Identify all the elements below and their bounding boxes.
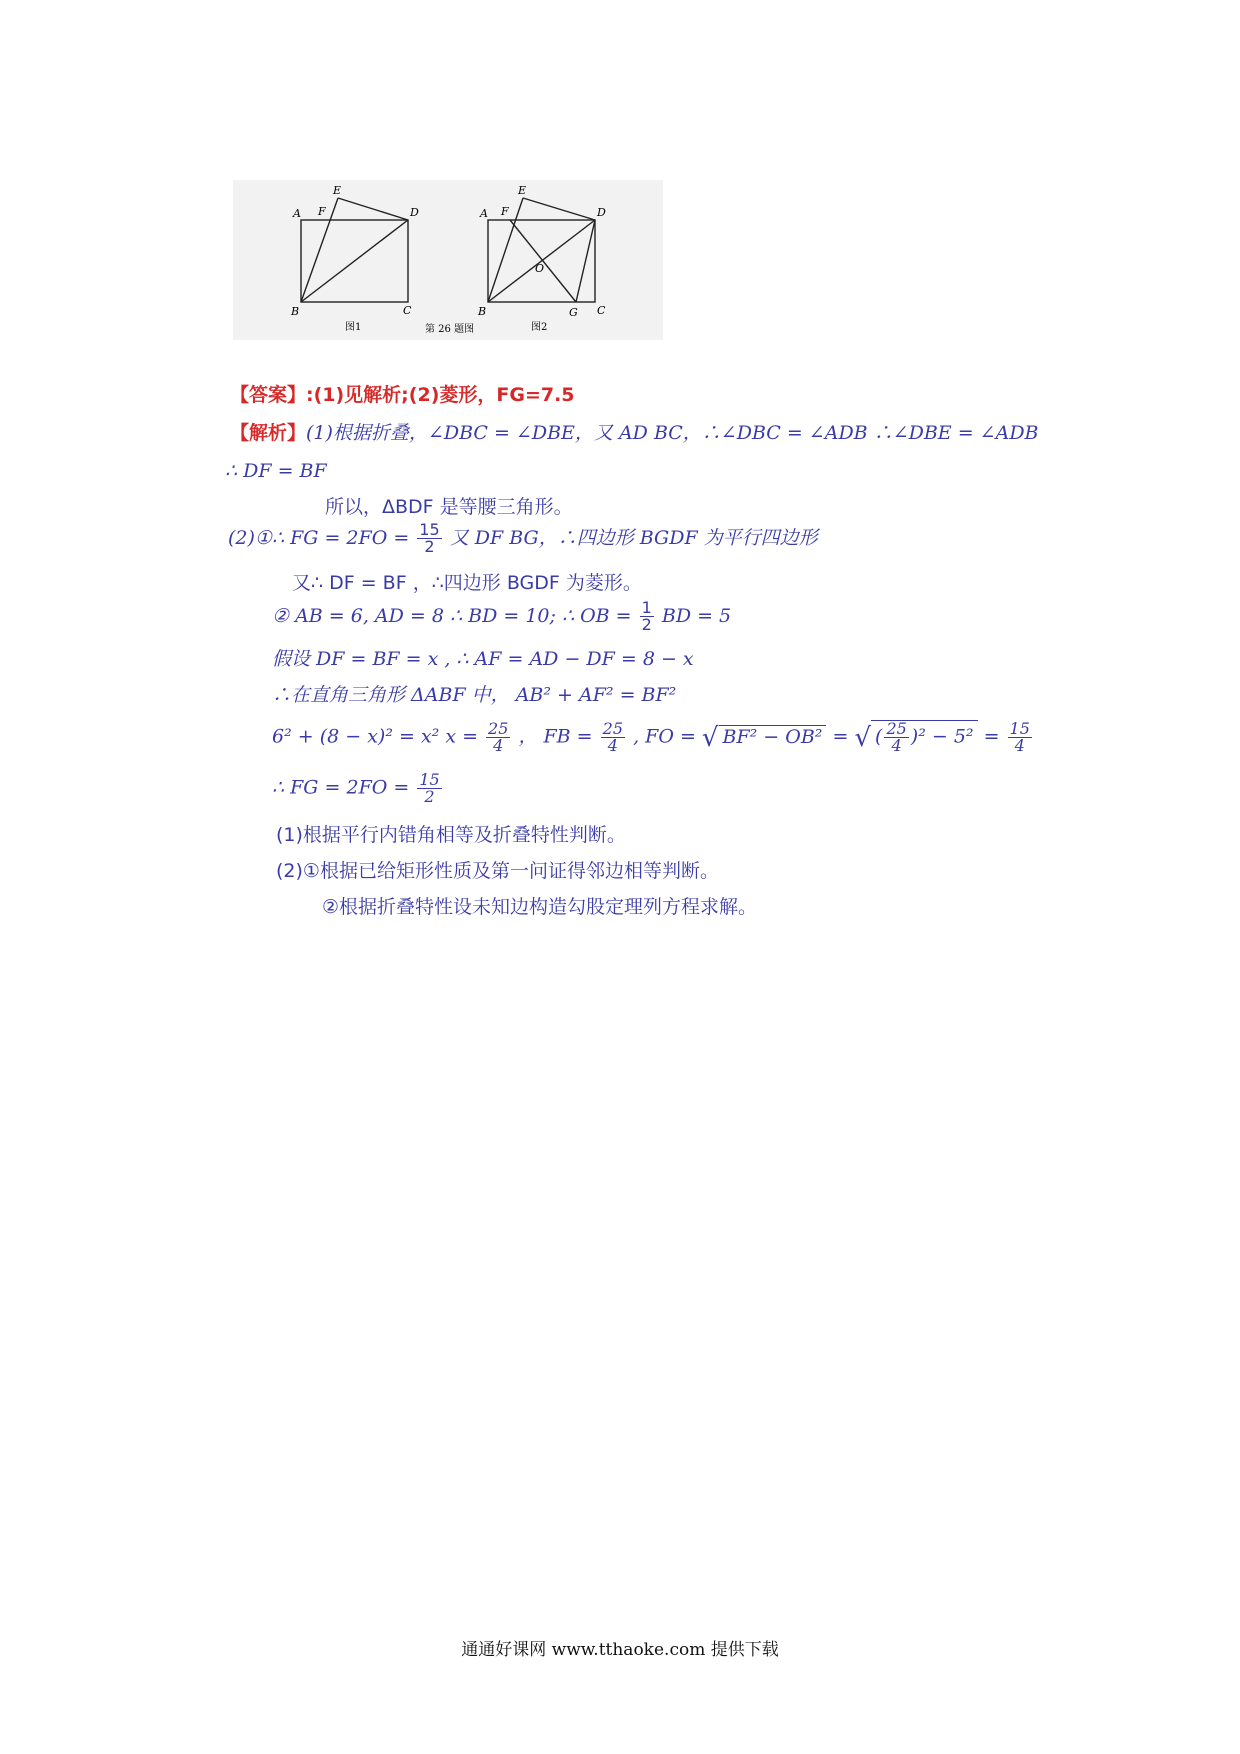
fg-expression: (2)①∴ FG = 2FO = bbox=[228, 527, 410, 549]
analysis-line-6 bbox=[272, 600, 731, 633]
radicand-2: ( $\frac{25}{4}$ )² − 5² bbox=[871, 720, 978, 754]
radical-sign: √ bbox=[701, 722, 719, 753]
analysis-line-7: 假设 DF = BF = x , ∴ AF = AD − DF = 8 − x bbox=[272, 648, 694, 670]
fig1-label-e: E bbox=[333, 184, 342, 197]
fig2-label-b: B bbox=[478, 305, 487, 318]
fig2-label-f: F bbox=[501, 205, 509, 218]
analysis-label: 【解析】 bbox=[230, 422, 307, 444]
fig1-caption: 图1 bbox=[345, 322, 362, 333]
fig2-label-d: D bbox=[597, 206, 606, 219]
bd-expression: BD = 5 bbox=[661, 605, 732, 627]
analysis-line-4 bbox=[228, 522, 818, 555]
fraction-15-2: $\frac{15}{2}$ bbox=[419, 520, 440, 556]
fig2-label-o: O bbox=[535, 262, 545, 275]
footer: 通通好课网 www.tthaoke.com 提供下载 bbox=[461, 1640, 779, 1660]
analysis-line-5: 又∴ DF = BF ，∴四边形 BGDF 为菱形。 bbox=[292, 572, 642, 594]
fraction-15-2-b: $\frac{15}{2}$ bbox=[419, 770, 440, 806]
fraction-25-4-a: $\frac{25}{4}$ bbox=[488, 719, 509, 755]
equation-part-2: ， FB = bbox=[518, 725, 593, 748]
equals-2: = bbox=[983, 725, 1000, 748]
fig2-label-g: G bbox=[569, 306, 578, 319]
analysis-line-3: 所以，ΔBDF 是等腰三角形。 bbox=[325, 496, 573, 518]
fig2-label-a: A bbox=[480, 207, 488, 220]
figure-caption: 第 26 题图 bbox=[425, 324, 475, 335]
analysis-line-1 bbox=[230, 418, 1039, 445]
note-1: (1)根据平行内错角相等及折叠特性判断。 bbox=[276, 824, 626, 846]
equals-1: = bbox=[832, 725, 849, 748]
analysis-line-10 bbox=[272, 772, 444, 805]
ob-expression: ② AB = 6, AD = 8 ∴ BD = 10; ∴ OB = bbox=[272, 605, 632, 627]
radicand-1: BF² − OB² bbox=[719, 725, 827, 748]
fg-result: ∴ FG = 2FO = bbox=[272, 776, 410, 799]
analysis-line-2: ∴ DF = BF bbox=[225, 460, 327, 482]
fig2-caption: 图2 bbox=[531, 322, 548, 333]
fraction-1-2: $\frac{1}{2}$ bbox=[641, 598, 652, 634]
equation-part-1: 6² + (8 − x)² = x² x = bbox=[272, 725, 478, 748]
analysis-text-1: (1)根据折叠，∠DBC = ∠DBE，又 AD BC，∴∠DBC = ∠ADB ∴∠DBE = ∠ADB bbox=[306, 422, 1039, 444]
note-3: ②根据折叠特性设未知边构造勾股定理列方程求解。 bbox=[322, 896, 758, 918]
equation-part-3: , FO = bbox=[633, 725, 696, 748]
fraction-25-4-c: $\frac{25}{4}$ bbox=[886, 719, 907, 755]
analysis-line-9 bbox=[272, 720, 1034, 754]
fig2-label-e: E bbox=[518, 184, 527, 197]
geometry-figure bbox=[233, 180, 663, 340]
fraction-15-4: $\frac{15}{4}$ bbox=[1009, 719, 1030, 755]
fig1-label-a: A bbox=[293, 207, 301, 220]
fig1-label-b: B bbox=[291, 305, 300, 318]
answer-line: 【答案】:(1)见解析;(2)菱形，FG=7.5 bbox=[230, 384, 575, 406]
fig1-label-d: D bbox=[410, 206, 419, 219]
parallelogram-text: 又 DF BG，∴四边形 BGDF 为平行四边形 bbox=[449, 527, 818, 549]
radical-sign-2: √ bbox=[854, 722, 872, 753]
note-2: (2)①根据已给矩形性质及第一问证得邻边相等判断。 bbox=[276, 860, 719, 882]
fig1-label-f: F bbox=[318, 205, 326, 218]
fig1-label-c: C bbox=[403, 304, 412, 317]
fraction-25-4-b: $\frac{25}{4}$ bbox=[602, 719, 624, 755]
analysis-line-8: ∴在直角三角形 ΔABF 中， AB² + AF² = BF² bbox=[272, 684, 677, 706]
fig2-label-c: C bbox=[597, 304, 606, 317]
